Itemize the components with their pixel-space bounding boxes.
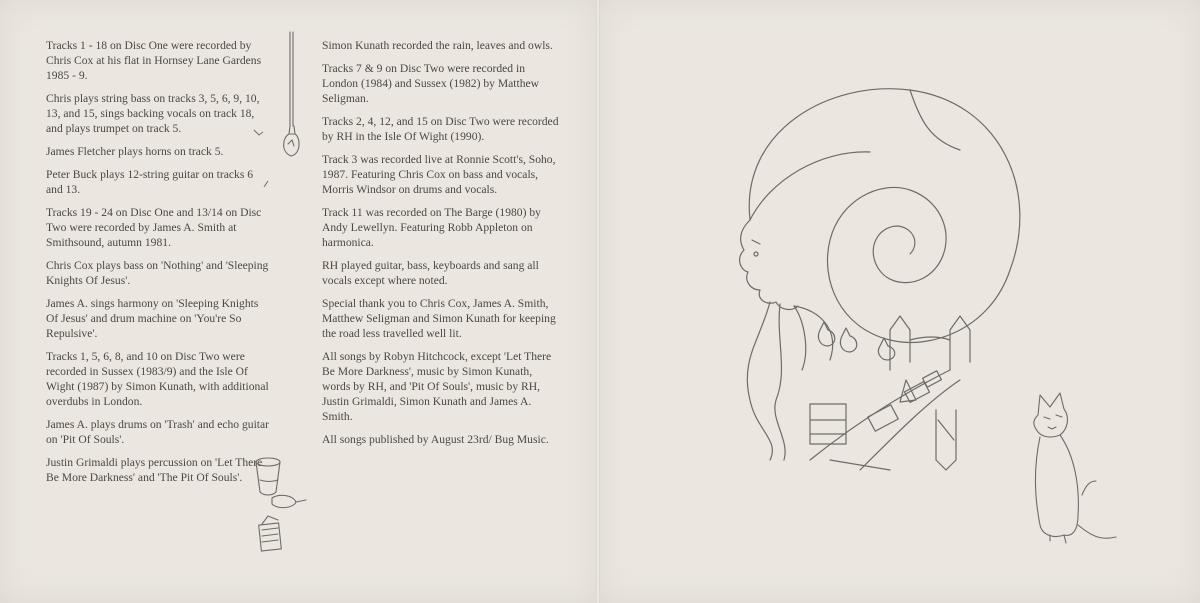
- snail-figure-illustration-icon: [710, 40, 1050, 480]
- left-page: [0, 0, 596, 603]
- credit-paragraph: James A. plays drums on 'Trash' and echo guitar on 'Pit Of Souls'.: [46, 418, 270, 446]
- credit-paragraph: Simon Kunath recorded the rain, leaves and owls.: [322, 39, 553, 52]
- lightbulb-sketch-icon: [270, 28, 320, 178]
- credit-paragraph: Chris Cox plays bass on 'Nothing' and 'Sleeping Knights Of Jesus'.: [46, 259, 269, 287]
- credit-paragraph: Track 3 was recorded live at Ronnie Scott's, Soho, 1987. Featuring Chris Cox on bass and vocals, Morris Windsor on drums and vocals.: [322, 153, 556, 196]
- credit-paragraph: Tracks 7 & 9 on Disc Two were recorded in London (1984) and Sussex (1982) by Matthew Seligman.: [322, 62, 540, 105]
- credit-paragraph: Tracks 2, 4, 12, and 15 on Disc Two were recorded by RH in the Isle Of Wight (1990).: [322, 115, 559, 143]
- credit-paragraph: Justin Grimaldi plays percussion on 'Let There Be More Darkness' and 'The Pit Of Souls'.: [46, 456, 263, 484]
- credit-paragraph: James A. sings harmony on 'Sleeping Knights Of Jesus' and drum machine on 'You're So Repulsive'.: [46, 297, 259, 340]
- pencil-mark-icon: [258, 175, 278, 195]
- glass-and-lighter-sketch-icon: [250, 450, 320, 560]
- credit-paragraph: Chris plays string bass on tracks 3, 5, 6, 9, 10, 13, and 15, sings backing vocals on track 18, and plays trumpet on track 5.: [46, 92, 260, 135]
- credit-paragraph: Tracks 1, 5, 6, 8, and 10 on Disc Two were recorded in Sussex (1983/9) and the Isle Of Wight (1987) by Simon Kunath, with additional overdubs in London.: [46, 350, 269, 408]
- credit-paragraph: Special thank you to Chris Cox, James A. Smith, Matthew Seligman and Simon Kunath for keeping the road less travelled well lit.: [322, 297, 556, 340]
- credit-paragraph: RH played guitar, bass, keyboards and sang all vocals except where noted.: [322, 259, 539, 287]
- credit-paragraph: All songs by Robyn Hitchcock, except 'Let There Be More Darkness', music by Simon Kunath, words by RH, and 'Pit Of Souls', music by RH, Justin Grimaldi, Simon Kunath and James A. Smith.: [322, 350, 552, 423]
- credit-paragraph: Tracks 19 - 24 on Disc One and 13/14 on Disc Two were recorded by James A. Smith at Smithsound, autumn 1981.: [46, 206, 262, 249]
- credits-column-2: [322, 38, 560, 455]
- credit-paragraph: James Fletcher plays horns on track 5.: [46, 145, 224, 158]
- cat-sketch-icon: [1020, 385, 1130, 555]
- right-page: [600, 0, 1200, 603]
- credit-paragraph: Peter Buck plays 12-string guitar on tracks 6 and 13.: [46, 168, 254, 196]
- pencil-mark-icon: [250, 110, 280, 140]
- credits-column-1: [46, 38, 272, 493]
- credit-paragraph: Tracks 1 - 18 on Disc One were recorded by Chris Cox at his flat in Hornsey Lane Gardens 1985 - 9.: [46, 39, 262, 82]
- credit-paragraph: All songs published by August 23rd/ Bug Music.: [322, 433, 549, 446]
- credit-paragraph: Track 11 was recorded on The Barge (1980) by Andy Lewellyn. Featuring Robb Appleton on harmonica.: [322, 206, 541, 249]
